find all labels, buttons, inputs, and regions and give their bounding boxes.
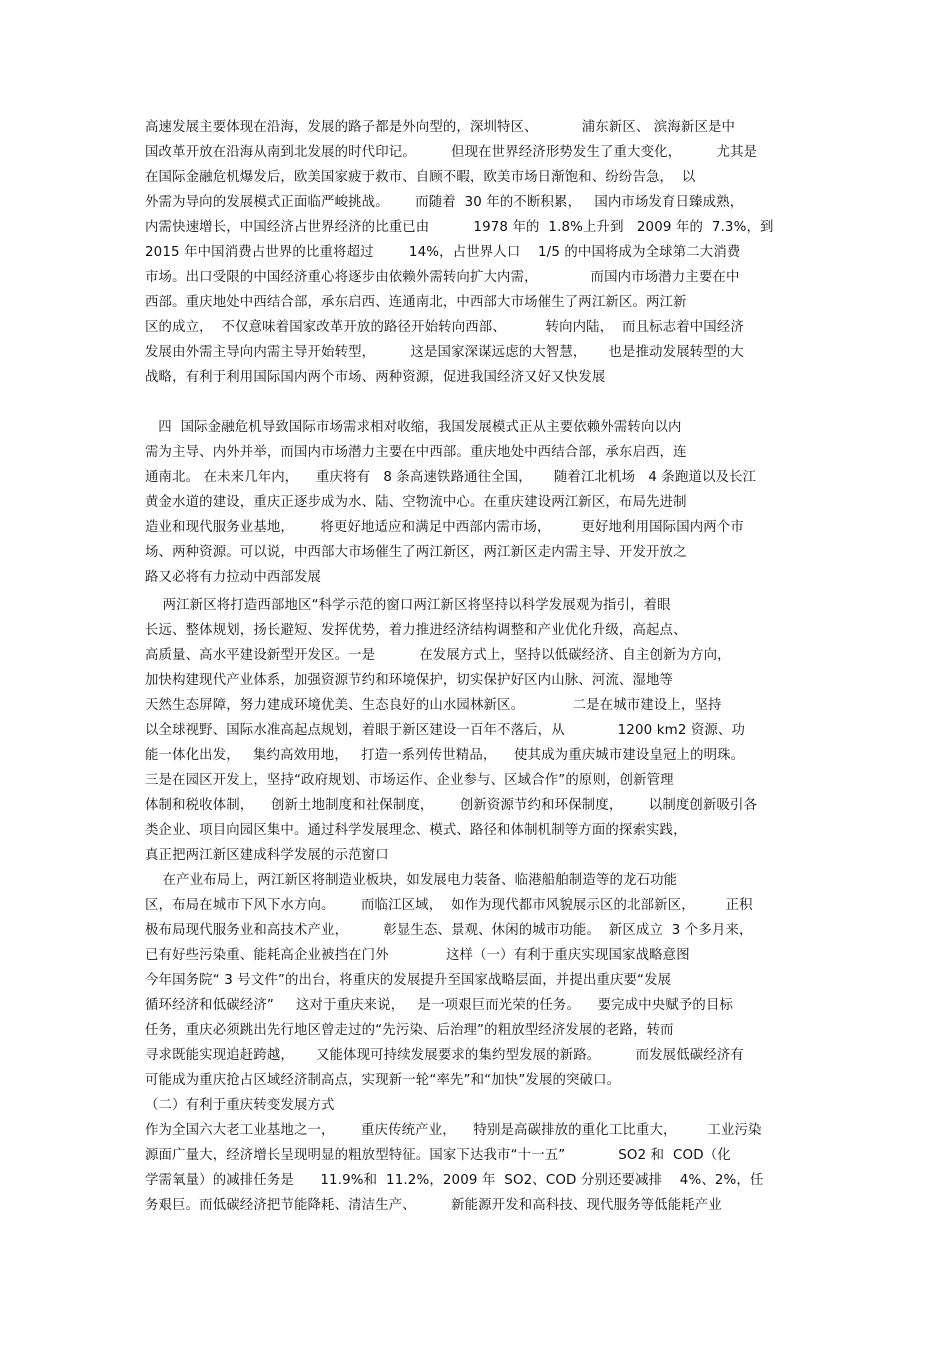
text-line: 在国际金融危机爆发后，欧美国家疲于救市、自顾不暇，欧美市场日渐饱和、纷纷告急， 以 <box>145 170 696 185</box>
text-line: 内需快速增长，中国经济占世界经济的比重已由 1978 年的 1.8%上升到 2009 年的 7.3%，到 <box>145 220 774 235</box>
text-line: 能一体化出发， 集约高效用地， 打造一系列传世精品， 使其成为重庆城市建设皇冠上的明珠。 <box>145 748 745 763</box>
text-line: 循环经济和低碳经济” 这对于重庆来说， 是一项艰巨而光荣的任务。 要完成中央赋予的目标 <box>145 998 734 1013</box>
text-line: 两江新区将打造西部地区“科学示范的窗口两江新区将坚持以科学发展观为指引，着眼 <box>145 598 671 613</box>
text-line: 路又必将有力拉动中西部发展 <box>145 570 322 585</box>
text-line: 发展由外需主导向内需主导开始转型， 这是国家深谋远虑的大智慧， 也是推动发展转型的大 <box>145 345 744 360</box>
text-line: 市场。出口受限的中国经济重心将逐步由依赖外需转向扩大内需， 而国内市场潜力主要在中 <box>145 270 740 285</box>
text-line: 造业和现代服务业基地， 将更好地适应和满足中西部内需市场， 更好地利用国际国内两个市 <box>145 520 744 535</box>
text-line: 2015 年中国消费占世界的比重将超过 14%，占世界人口 1/5 的中国将成为全球第二大消费 <box>145 245 741 260</box>
text-line: 可能成为重庆抢占区域经济制高点，实现新一轮“率先”和“加快”发展的突破口。 <box>145 1073 621 1088</box>
text-line: 真正把两江新区建成科学发展的示范窗口 <box>145 848 389 863</box>
blank-line <box>145 392 810 414</box>
text-line: 高速发展主要体现在沿海，发展的路子都是外向型的，深圳特区、 浦东新区、 滨海新区是中 <box>145 120 736 135</box>
text-line: 高质量、高水平建设新型开发区。一是 在发展方式上，坚持以低碳经济、自主创新为方向， <box>145 648 731 663</box>
text-line: 学需氧量）的减排任务是 11.9%和 11.2%，2009 年 SO2、COD 分别还要减排 4%、2%，任 <box>145 1173 764 1188</box>
text-line: 四 国际金融危机导致国际市场需求相对收缩，我国发展模式正从主要依赖外需转向以内 <box>145 420 682 435</box>
text-line: 以全球视野、国际水准高起点规划，着眼于新区建设一百年不落后，从 1200 km2 资源、功 <box>145 723 746 738</box>
text-line: 外需为导向的发展模式正面临严峻挑战。 而随着 30 年的不断积累， 国内市场发育日臻成熟， <box>145 195 744 210</box>
text-line: 在产业布局上，两江新区将制造业板块，如发展电力装备、临港船舶制造等的龙石功能 <box>145 873 678 888</box>
text-line: 长远、整体规划，扬长避短、发挥优势，着力推进经济结构调整和产业优化升级，高起点、 <box>145 623 687 638</box>
text-line: 务艰巨。而低碳经济把节能降耗、清洁生产、 新能源开发和高科技、现代服务等低能耗产业 <box>145 1198 722 1213</box>
text-line: 任务，重庆必须跳出先行地区曾走过的“先污染、后治理”的粗放型经济发展的老路，转而 <box>145 1023 674 1038</box>
text-line: 体制和税收体制， 创新土地制度和社保制度， 创新资源节约和环保制度， 以制度创新吸引各 <box>145 798 758 813</box>
text-line: 西部。重庆地处中西结合部，承东启西、连通南北，中西部大市场催生了两江新区。两江新 <box>145 295 687 310</box>
text-line: 极布局现代服务业和高技术产业， 彰显生态、景观、休闲的城市功能。 新区成立 3 个多月来， <box>145 923 753 938</box>
text-line: 已有好些污染重、能耗高企业被挡在门外 这样（一）有利于重庆实现国家战略意图 <box>145 948 690 963</box>
text-line: 场、两种资源。可以说，中西部大市场催生了两江新区，两江新区走内需主导、开发开放之 <box>145 545 687 560</box>
text-line: 今年国务院“ 3 号文件”的出台，将重庆的发展提升至国家战略层面，并提出重庆要“发展 <box>145 973 672 988</box>
text-line: 国改革开放在沿海从南到北发展的时代印记。 但现在世界经济形势发生了重大变化， 尤其是 <box>145 145 758 160</box>
text-line: 寻求既能实现追赶跨越， 又能体现可持续发展要求的集约型发展的新路。 而发展低碳经济有 <box>145 1048 744 1063</box>
text-line: 天然生态屏障，努力建成环境优美、生态良好的山水园林新区。 二是在城市建设上，坚持 <box>145 698 722 713</box>
text-line: 需为主导、内外并举，而国内市场潜力主要在中西部。重庆地处中西结合部，承东启西，连 <box>145 445 687 460</box>
section-heading: （二）有利于重庆转变发展方式 <box>145 1098 335 1113</box>
text-line: 类企业、项目向园区集中。通过科学发展理念、模式、路径和体制机制等方面的探索实践， <box>145 823 687 838</box>
text-line: 源面广量大，经济增长呈现明显的粗放型特征。国家下达我市“十一五” SO2 和 COD（化 <box>145 1148 731 1163</box>
text-line: 区，布局在城市下风下水方向。 而临江区域， 如作为现代都市风貌展示区的北部新区， 正积 <box>145 898 753 913</box>
text-line: 战略，有利于利用国际国内两个市场、两种资源，促进我国经济又好又快发展 <box>145 370 606 385</box>
text-line: 加快构建现代产业体系，加强资源节约和环境保护，切实保护好区内山脉、河流、湿地等 <box>145 673 674 688</box>
text-line: 通南北。 在未来几年内， 重庆将有 8 条高速铁路通往全国， 随着江北机场 4 条跑道以及长江 <box>145 470 757 485</box>
text-line: 作为全国六大老工业基地之一， 重庆传统产业， 特别是高碳排放的重化工比重大， 工业污染 <box>145 1123 762 1138</box>
text-line: 区的成立， 不仅意味着国家改革开放的路径开始转向西部、 转向内陆， 而且标志着中国经济 <box>145 320 744 335</box>
text-line: 三是在园区开发上，坚持“政府规划、市场运作、企业参与、区域合作”的原则，创新管理 <box>145 773 674 788</box>
text-line: 黄金水道的建设，重庆正逐步成为水、陆、空物流中心。在重庆建设两江新区，布局先进制 <box>145 495 687 510</box>
